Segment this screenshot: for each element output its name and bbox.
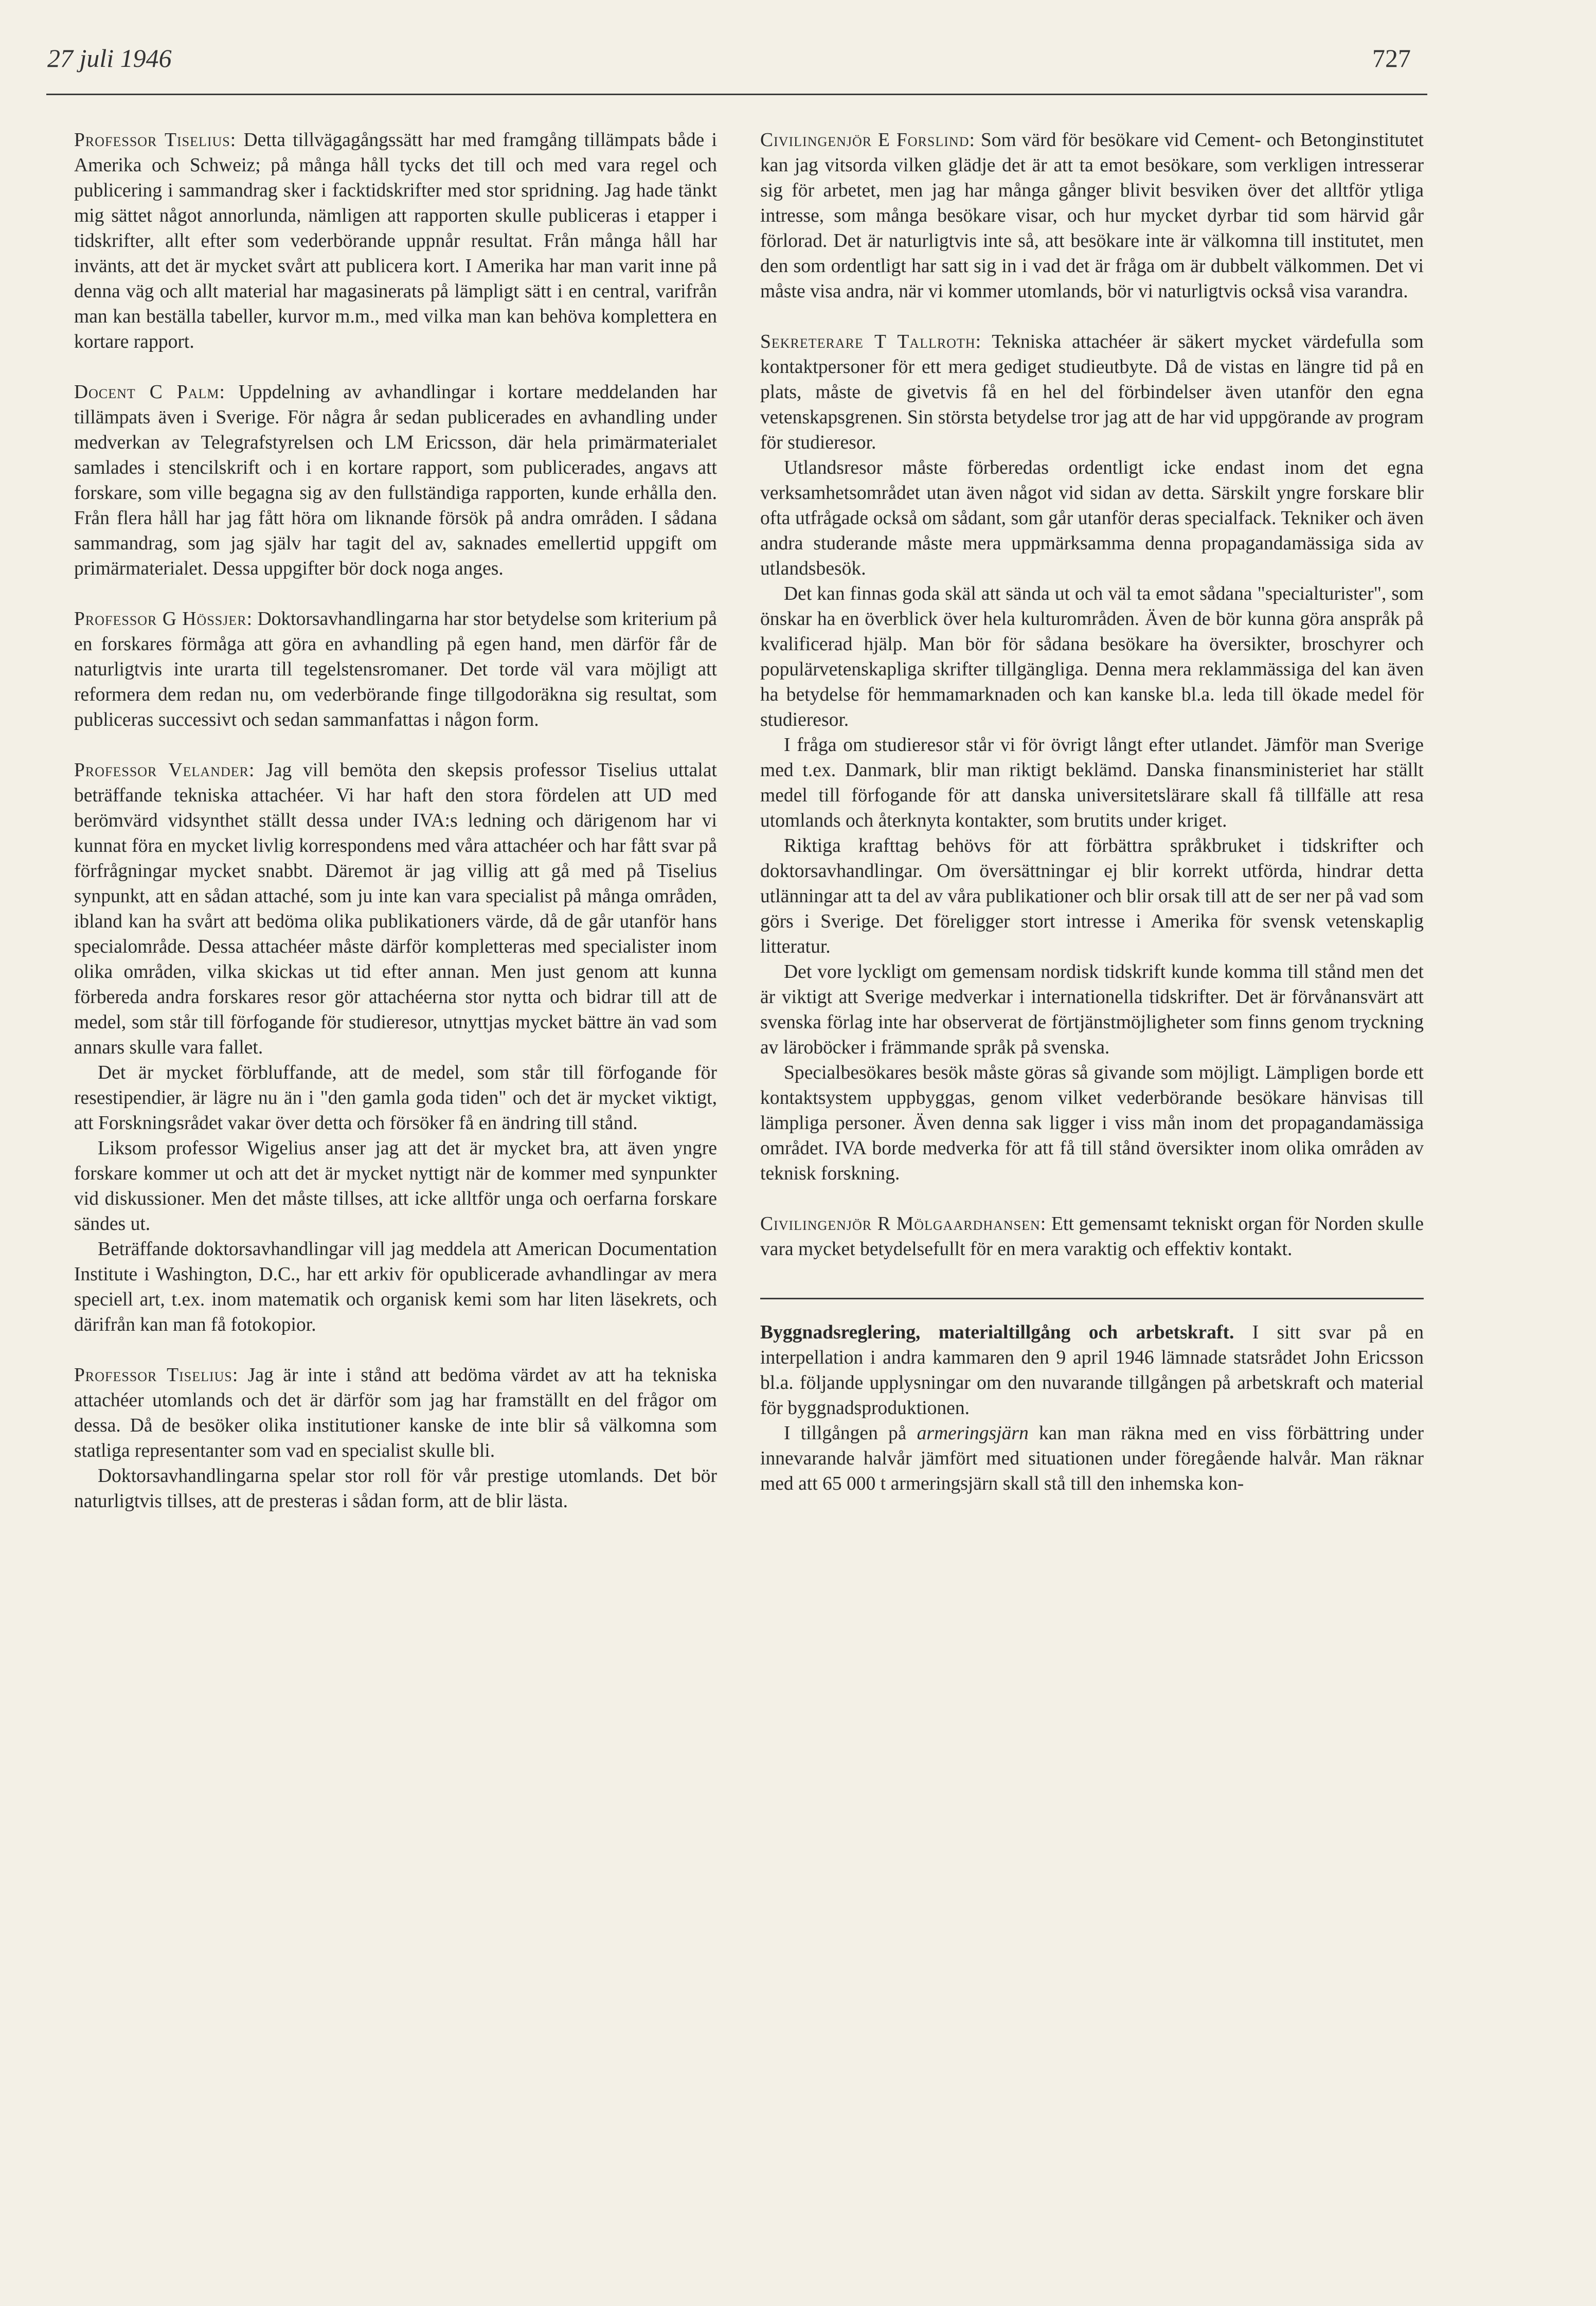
speaker-name: Professor Tiselius: xyxy=(74,130,237,151)
speech-paragraph xyxy=(74,606,717,732)
article-text: kan man räkna med en viss förbättring under innevarande halvår jämfört med situationen under föregående halvår. Man räknar med att 65 000 t armeringsjärn skall stå till den inhemska kon- xyxy=(760,1423,1424,1494)
speech-paragraph: Det är mycket förbluffande, att de medel, som står till förfogande för resestipendier, är lägre nu än i "den gamla goda tiden" och det är mycket viktigt, att Forskningsrådet vakar över detta och försöker få en ändring till stånd. xyxy=(74,1062,717,1134)
left-column xyxy=(74,128,717,1539)
speech-palm xyxy=(74,380,717,581)
speech-paragraph xyxy=(74,380,717,581)
header-date: 27 juli 1946 xyxy=(47,44,172,73)
article-text: I tillgången på xyxy=(784,1423,907,1444)
speech-tiselius-1 xyxy=(74,128,717,354)
article-paragraph xyxy=(760,1421,1424,1496)
article-rule xyxy=(760,1298,1424,1299)
speech-tallroth xyxy=(760,329,1424,1186)
right-column xyxy=(760,128,1424,1496)
speech-paragraph xyxy=(74,1363,717,1463)
article-byggnadsreglering xyxy=(760,1320,1424,1496)
speaker-name: Professor Tiselius: xyxy=(74,1365,239,1386)
article-heading: Byggnadsreglering, materialtillgång och arbetskraft. xyxy=(760,1322,1234,1343)
speech-paragraph: Det vore lyckligt om gemensam nordisk tidskrift kunde komma till stånd men det är viktigt att Sverige medverkar i internationella tidskrifter. Det är förvånansvärt att svenska förlag inte har observerat de förtjänstmöjligheter som finns genom tryckning av läroböcker i främmande språk på svenska. xyxy=(760,961,1424,1058)
speech-paragraph xyxy=(74,758,717,1060)
speaker-name: Professor Velander: xyxy=(74,760,255,781)
speaker-name: Civilingenjör R Mölgaardhansen: xyxy=(760,1213,1047,1235)
article-lead-paragraph xyxy=(760,1320,1424,1421)
speech-paragraph: I fråga om studieresor står vi för övrigt långt efter utlandet. Jämför man Sverige med t.ex. Danmark, blir man riktigt beklämd. Danska finansministeriet har ställt medel till förfogande för att danska universitetslärare skall få tillfälle att resa utomlands och återknyta kontakter, som brutits under kriget. xyxy=(760,735,1424,831)
speaker-name: Civilingenjör E Forslind: xyxy=(760,130,975,151)
page-number: 727 xyxy=(1372,44,1411,73)
speech-paragraph: Doktorsavhandlingarna spelar stor roll för vår prestige utomlands. Det bör naturligtvis tillses, att de presteras i sådan form, att de blir lästa. xyxy=(74,1465,717,1512)
header-rule xyxy=(46,94,1427,95)
speech-text: Uppdelning av avhandlingar i kortare meddelanden har tillämpats även i Sverige. För några år sedan publicerades en avhandling under medverkan av Telegrafstyrelsen och LM Ericsson, där hela primärmaterialet samlades i stencilskrift och i en kortare rapport, som publicerades, angavs att forskare, som ville begagna sig av den fullständiga rapporten, kunde erhålla den. Från flera håll har jag fått höra om liknande försök på andra områden. I sådana sammandrag, som jag själv har tagit del av, saknades emellertid uppgift om primärmaterialet. Dessa uppgifter bör dock noga anges. xyxy=(74,382,718,579)
speech-paragraph: Liksom professor Wigelius anser jag att det är mycket bra, att även yngre forskare kommer ut och att det är mycket nyttigt när de kommer med synpunkter vid diskussioner. Men det måste tillses, att icke alltför unga och oerfarna forskare sändes ut. xyxy=(74,1138,717,1235)
speech-paragraph: Riktiga krafttag behövs för att förbättra språkbruket i tidskrifter och doktorsavhandlingar. Om översättningar ej blir korrekt utförda, hindrar detta utlänningar att ta del av våra publikationer och blir orsak till att de ser ner på vad som görs i Sverige. Det föreligger stort intresse i Amerika för svensk vetenskaplig litteratur. xyxy=(760,835,1424,957)
speech-text: Doktorsavhandlingarna har stor betydelse som kriterium på en forskares förmåga att göra en avhandling på egen hand, men därför får de naturligtvis inte urarta till tegelstensromaner. Det torde väl vara möjligt att reformera dem redan nu, om vederbörande finge tillgodoräkna sig resultat, som publiceras successivt och sedan sammanfattas i någon form. xyxy=(74,609,717,730)
speech-text: Som värd för besökare vid Cement- och Betonginstitutet kan jag vitsorda vilken glädje det är att ta emot besökare, som verkligen intresserar sig för arbetet, men jag har många gånger blivit besviken över det alltför ytliga intresse, som många besökare visar, och hur mycket dyrbar tid som härvid går förlorad. Det är naturligtvis inte så, att besökare inte är välkomna till institutet, men den som ordentligt har satt sig in i vad det är fråga om är dubbelt välkommen. Det vi måste visa andra, när vi kommer utomlands, bör vi naturligtvis också visa varandra. xyxy=(760,130,1424,302)
speaker-name: Docent C Palm: xyxy=(74,382,225,403)
speech-paragraph xyxy=(760,128,1424,304)
speech-text: Detta tillvägagångssätt har med framgång tillämpats både i Amerika och Schweiz; på många håll tycks det till och med vara regel och publicering i sammandrag sker i facktidskrifter med stor spridning. Jag hade tänkt mig sättet något annorlunda, nämligen att rapporten skulle publiceras i etapper i tidskrifter, allt efter som vederbörande uppnår resultat. Från många håll har invänts, att det är mycket svårt att publicera kort. I Amerika har man varit inne på denna väg och allt material har magasinerats på lämpligt sätt i en central, varifrån man kan beställa tabeller, kurvor m.m., med vilka man kan behöva komplettera en kortare rapport. xyxy=(74,130,717,352)
speech-molgaardhansen xyxy=(760,1211,1424,1262)
speaker-name: Sekreterare T Tallroth: xyxy=(760,331,982,352)
speech-paragraph xyxy=(760,329,1424,455)
speech-velander xyxy=(74,758,717,1337)
article-lead: I sitt svar på en interpellation i andra kammaren den 9 april 1946 lämnade statsrådet John Ericsson bl.a. följande upplysningar om den nuvarande tillgången på arbetskraft och material för byggnadsproduktionen. xyxy=(760,1322,1424,1419)
speech-text: Jag är inte i stånd att bedöma värdet av att ha tekniska attachéer utomlands och det är därför som jag har framställt en del frågor om dessa. Då de besöker olika institutioner kanske de inte blir så välkomna som statliga representanter som vad en specialist skulle bli. xyxy=(74,1365,717,1461)
speech-paragraph xyxy=(760,1211,1424,1262)
speech-text: Jag vill bemöta den skepsis professor Tiselius uttalat beträffande tekniska attachéer. Vi har haft den stora fördelen att UD med berömvärd vidsynthet ställt dessa under IVA:s ledning och därigenom har vi kunnat föra en mycket livlig korrespondens med våra attachéer och har fått svar på förfrågningar mycket snabbt. Däremot är jag villig att gå med på Tiselius synpunkt, att en sådan attaché, som ju inte kan vara specialist på många områden, ibland kan ha svårt att bedöma olika publikationers värde, då de går utanför hans specialområde. Dessa attachéer måste därför kompletteras med specialister inom olika områden, vilka skickas ut tid efter annan. Men just genom att kunna förbereda andra forskares resor gör attachéerna stor nytta och bidrar till att de medel, som står till förfogande för studieresor, utnyttjas mycket bättre än vad som annars skulle vara fallet. xyxy=(74,760,717,1058)
speech-text: Tekniska attachéer är säkert mycket värdefulla som kontaktpersoner för ett mera gediget studieutbyte. Då de vistas en längre tid på en plats, måste de givetvis få en hel del förbindelser även utanför den egna vetenskapsgrenen. Sin största betydelse tror jag att de har vid uppgörande av program för studieresor. xyxy=(760,331,1424,453)
speech-tiselius-2 xyxy=(74,1363,717,1514)
speech-paragraph: Det kan finnas goda skäl att sända ut och väl ta emot sådana "specialturister", som önskar ha en överblick över hela kulturområden. Även de bör kunna göra anspråk på kvalificerad hjälp. Man bör för sådana besökare ha översikter, broschyrer och populärvetenskapliga skrifter tillgängliga. Denna mera reklammässiga del kan även ha betydelse för hemmamarknaden och kan kanske bl.a. leda till ökade medel för studieresor. xyxy=(760,583,1424,730)
speech-paragraph xyxy=(74,128,717,354)
speech-paragraph: Specialbesökares besök måste göras så givande som möjligt. Lämpligen borde ett kontaktsystem uppbyggas, genom vilket vederbörande besökare hänvisas till lämpliga personer. Även denna sak ligger i viss mån inom det propagandamässiga området. IVA borde medverka för att få till stånd översikter inom olika områden av teknisk forskning. xyxy=(760,1062,1424,1184)
speech-paragraph: Utlandsresor måste förberedas ordentligt icke endast inom det egna verksamhetsområdet utan även något vid sidan av detta. Särskilt yngre forskare blir ofta utfrågade också om sådant, som går utanför deras specialfack. Tekniker och även andra studerande måste mera uppmärksamma denna propagandamässiga sida av utlandsbesök. xyxy=(760,457,1424,579)
speaker-name: Professor G Hössjer: xyxy=(74,609,253,630)
speech-hossjer xyxy=(74,606,717,732)
article-italic-term: armeringsjärn xyxy=(917,1423,1029,1444)
speech-paragraph: Beträffande doktorsavhandlingar vill jag meddela att American Documentation Institute i Washington, D.C., har ett arkiv för opublicerade avhandlingar av mera speciell art, t.ex. inom matematik och organisk kemi som har liten läsekrets, och därifrån kan man få fotokopior. xyxy=(74,1239,717,1335)
speech-forslind xyxy=(760,128,1424,304)
speech-text: Ett gemensamt tekniskt organ för Norden skulle vara mycket betydelsefullt för en mera varaktig och effektiv kontakt. xyxy=(760,1213,1424,1260)
